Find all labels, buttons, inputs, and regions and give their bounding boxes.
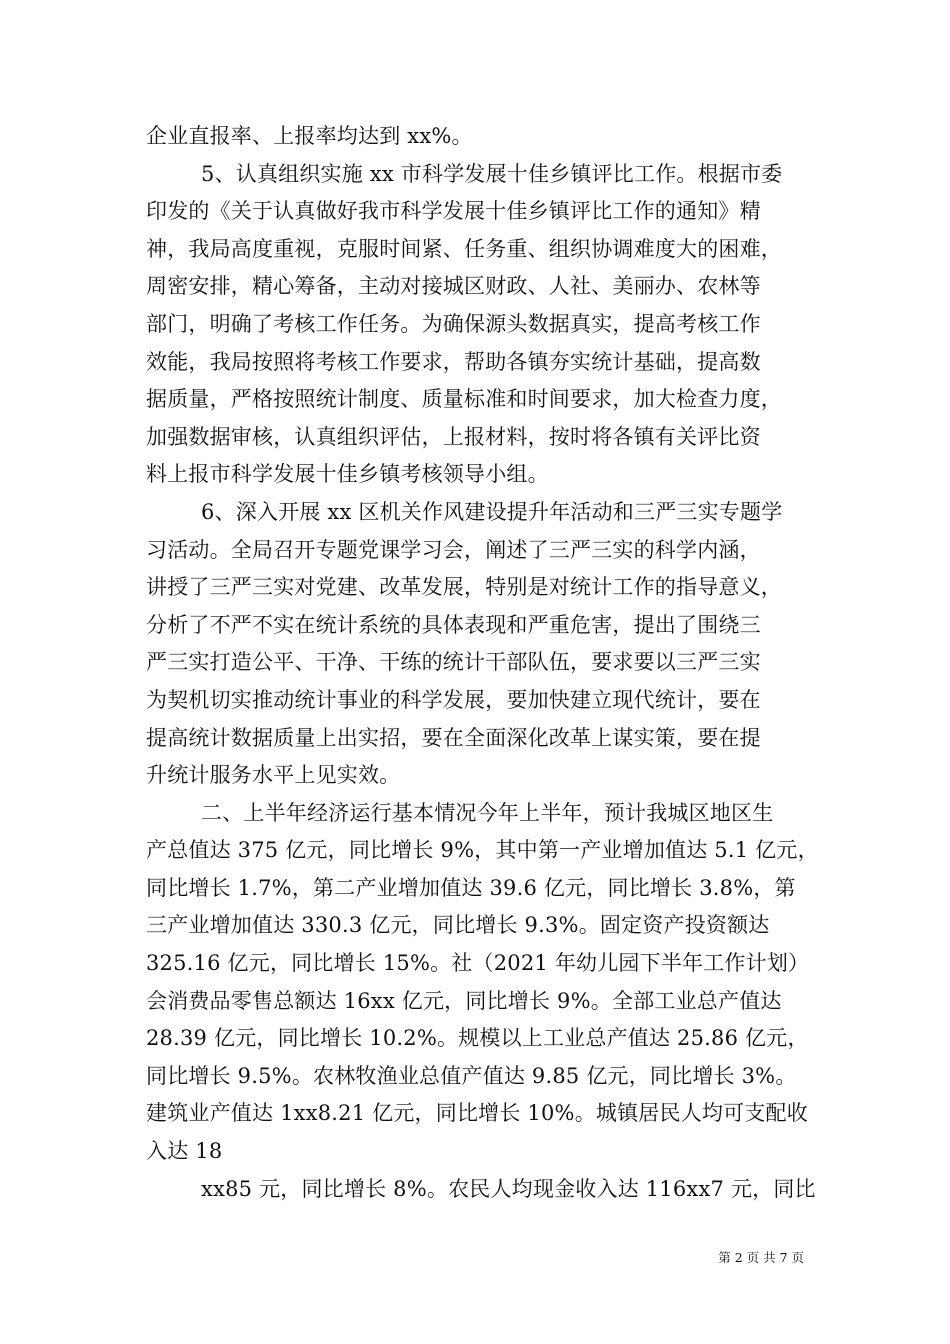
text-line: 同比增长 1.7%，第二产业增加值达 39.6 亿元，同比增长 3.8%，第 [146, 875, 796, 900]
text-line: 入达 18 [146, 1139, 223, 1164]
text-line: 严三实打造公平、干净、干练的统计干部队伍，要求要以三严三实 [146, 650, 761, 675]
text-line: 为契机切实推动统计事业的科学发展，要加快建立现代统计，要在 [146, 687, 761, 712]
paragraph-start-line: 5、认真组织实施 xx 市科学发展十佳乡镇评比工作。根据市委 [201, 161, 783, 186]
text-line: 料上报市科学发展十佳乡镇考核领导小组。 [146, 462, 549, 487]
text-line: 讲授了三严三实对党建、改革发展，特别是对统计工作的指导意义， [146, 575, 782, 600]
text-line: 分析了不严不实在统计系统的具体表现和严重危害，提出了围绕三 [146, 612, 761, 637]
text-line: 企业直报率、上报率均达到 xx%。 [146, 124, 473, 148]
text-line: 印发的《关于认真做好我市科学发展十佳乡镇评比工作的通知》精 [146, 199, 761, 224]
text-line: 三产业增加值达 330.3 亿元，同比增长 9.3%。固定资产投资额达 [146, 913, 770, 938]
text-line: 周密安排，精心筹备，主动对接城区财政、人社、美丽办、农林等 [146, 274, 761, 299]
text-line: 升统计服务水平上见实效。 [146, 763, 401, 788]
text-line: 效能，我局按照将考核工作要求，帮助各镇夯实统计基础，提高数 [146, 349, 761, 374]
text-line: 会消费品零售总额达 16xx 亿元，同比增长 9%。全部工业总产值达 [146, 988, 782, 1013]
text-line: 加强数据审核，认真组织评估，上报材料，按时将各镇有关评比资 [146, 424, 761, 449]
page-number: 第 2 页 共 7 页 [718, 1250, 804, 1265]
text-line: 产总值达 375 亿元，同比增长 9%，其中第一产业增加值达 5.1 亿元， [146, 838, 819, 863]
text-line: 部门，明确了考核工作任务。为确保源头数据真实，提高考核工作 [146, 311, 761, 336]
text-line: 同比增长 9.5%。农林牧渔业总值产值达 9.85 亿元，同比增长 3%。 [146, 1063, 797, 1088]
text-line: 习活动。全局召开专题党课学习会，阐述了三严三实的科学内涵， [146, 537, 761, 562]
paragraph-start-line: xx85 元，同比增长 8%。农民人均现金收入达 116xx7 元，同比 [201, 1176, 816, 1201]
text-line: 325.16 亿元，同比增长 15%。社（2021 年幼儿园下半年工作计划） [146, 951, 810, 976]
text-line: 神，我局高度重视，克服时间紧、任务重、组织协调难度大的困难， [146, 236, 782, 261]
text-line: 提高统计数据质量上出实招，要在全面深化改革上谋实策，要在提 [146, 725, 761, 750]
paragraph-start-line: 6、深入开展 xx 区机关作风建设提升年活动和三严三实专题学 [201, 499, 783, 524]
text-line: 建筑业产值达 1xx8.21 亿元，同比增长 10%。城镇居民人均可支配收 [146, 1101, 808, 1126]
text-line: 28.39 亿元，同比增长 10.2%。规模以上工业总产值达 25.86 亿元， [146, 1026, 809, 1051]
paragraph-start-line: 二、上半年经济运行基本情况今年上半年，预计我城区地区生 [201, 800, 774, 825]
body-text [146, 118, 818, 1208]
text-line: 据质量，严格按照统计制度、质量标准和时间要求，加大检查力度， [146, 387, 782, 412]
